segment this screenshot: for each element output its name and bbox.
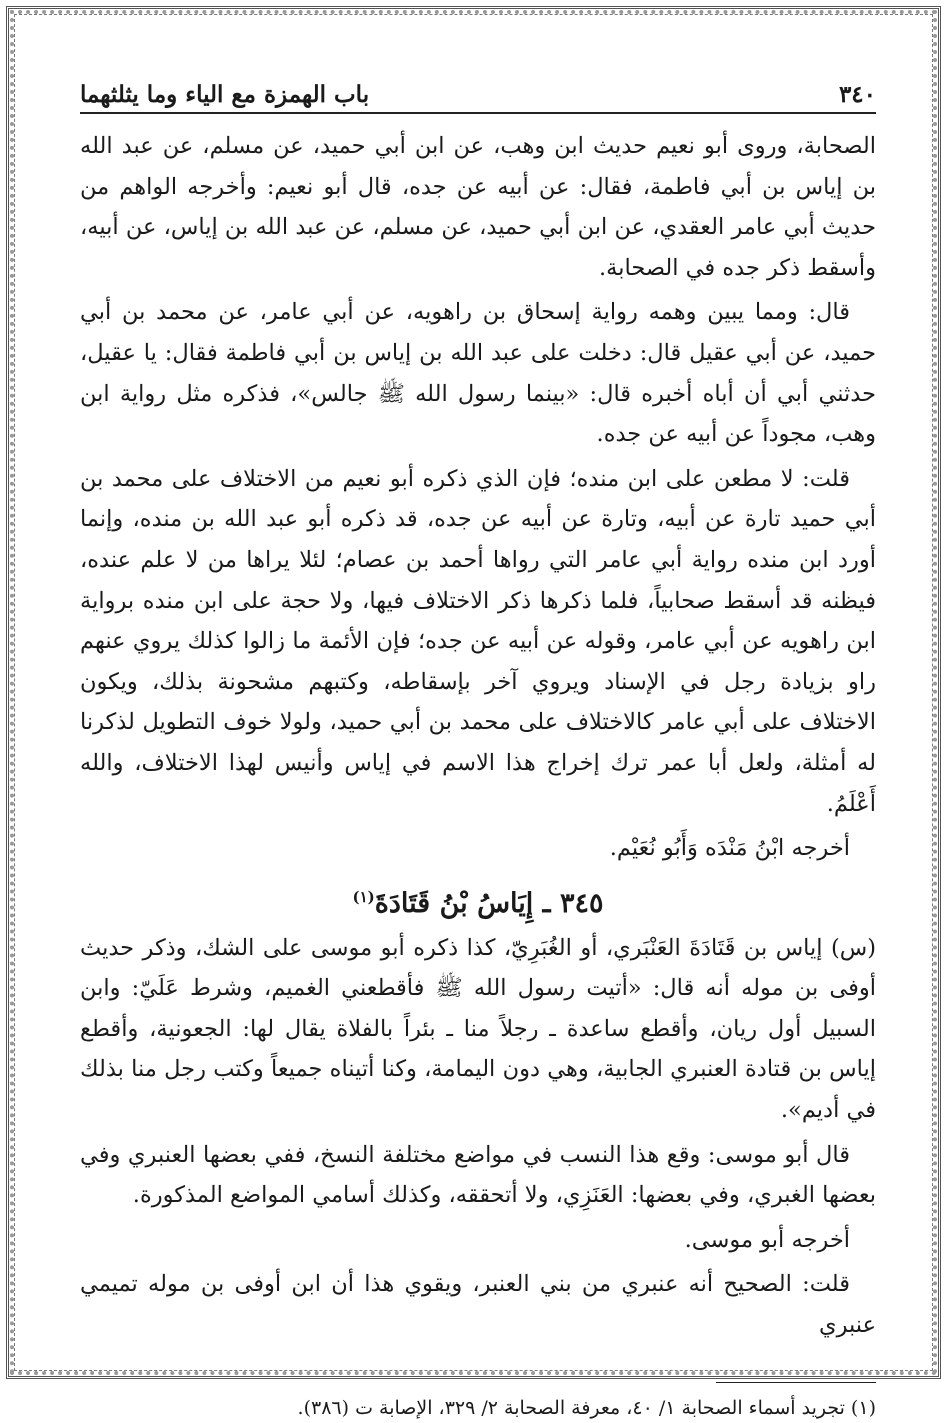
main-text bbox=[80, 126, 876, 1346]
paragraph: قال: ومما يبين وهمه رواية إسحاق بن راهويه، عن أبي عامر، عن محمد بن أبي حميد، عن أبي عقيل قال: دخلت على عبد الله بن إياس بن أبي فاطمة فقال: يا عقيل، حدثني أبي أن أباه أخبره قال: «بينما رسول الله ﷺ جالس»، فذكره مثل رواية ابن وهب، مجوداً عن أبيه عن جده. bbox=[80, 299, 876, 448]
paragraph: قلت: الصحيح أنه عنبري من بني العنبر، ويقوي هذا أن ابن أوفى بن موله تميمي عنبري bbox=[80, 1271, 876, 1339]
paragraph: (س) إياس بن قَتَادَةَ العَنْبَري، أو الغُبَرِيّ، كذا ذكره أبو موسى على الشك، وذكر حديث أوفى بن موله أنه قال: «أتيت رسول الله ﷺ فأقطعني الغميم، وشرط عَلَيّ: وابن السبيل أول ريان، وأقطع ساعدة ـ رجلاً منا ـ بئراً بالفلاة يقال لها: الجعونية، وأقطع إياس بن قتادة العنبري الجابية، وهي دون اليمامة، وكنا أتيناه جميعاً وكتب رجل منا بذلك في أديم». bbox=[80, 934, 876, 1124]
footnote-divider bbox=[716, 1382, 876, 1383]
book-page bbox=[80, 80, 876, 1423]
entry-title: ٣٤٥ ـ إِيَاسُ بْنُ قَتَادَةَ bbox=[374, 887, 604, 919]
chapter-title: باب الهمزة مع الياء وما يثلثهما bbox=[80, 81, 370, 108]
page-number: ٣٤٠ bbox=[838, 81, 876, 108]
footnote-marker: (١) bbox=[352, 887, 375, 906]
paragraph: قال أبو موسى: وقع هذا النسب في مواضع مختلفة النسخ، ففي بعضها العنبري وفي بعضها الغبري، وفي بعضها: العَنَزِي، ولا أتحققه، وكذلك أسامي المواضع المذكورة. bbox=[80, 1141, 876, 1209]
paragraph: أخرجه أبو موسى. bbox=[684, 1226, 850, 1253]
paragraph: قلت: لا مطعن على ابن منده؛ فإن الذي ذكره أبو نعيم من الاختلاف على محمد بن أبي حميد تارة عن أبيه، وتارة عن أبيه عن جده، قد ذكره أبو عبد الله بن منده، وإنما أورد ابن منده رواية أبي عامر التي رواها أحمد بن عصام؛ لئلا يراها من لا علم عنده، فيظنه قد أسقط صحابياً، فلما ذكرها ذكر الاختلاف فيها، ولا حجة على ابن منده برواية ابن راهويه عن أبي عامر، وقوله عن أبيه عن جده؛ فإن الأئمة ما زالوا كذلك يروي عنهم راو بزيادة رجل في الإسناد ويروي آخر بإسقاطه، وكتبهم مشحونة بذلك، ويكون الاختلاف على أبي عامر كالاختلاف على محمد بن أبي حميد، ولولا خوف التطويل لذكرنا له أمثلة، ولعل أبا عمر ترك إخراج هذا الاسم في إياس وأنيس لهذا الاختلاف، والله أَعْلَمُ. bbox=[80, 465, 876, 817]
paragraph: الصحابة، وروى أبو نعيم حديث ابن وهب، عن ابن أبي حميد، عن مسلم، عن عبد الله بن إياس بن أبي فاطمة، فقال: عن أبيه عن جده، قال أبو نعيم: وأخرجه الواهم من حديث أبي عامر العقدي، عن ابن أبي حميد، عن مسلم، عن عبد الله بن إياس، عن أبيه، وأسقط ذكر جده في الصحابة. bbox=[80, 133, 876, 281]
running-header bbox=[80, 80, 876, 114]
paragraph: أخرجه ابْنُ مَنْدَه وَأَبُو نُعَيْم. bbox=[609, 835, 850, 862]
entry-heading bbox=[80, 875, 876, 926]
footnote: (١) تجريد أسماء الصحابة ١/ ٤٠، معرفة الصحابة ٢/ ٣٢٩، الإصابة ت (٣٨٦). bbox=[297, 1396, 876, 1419]
